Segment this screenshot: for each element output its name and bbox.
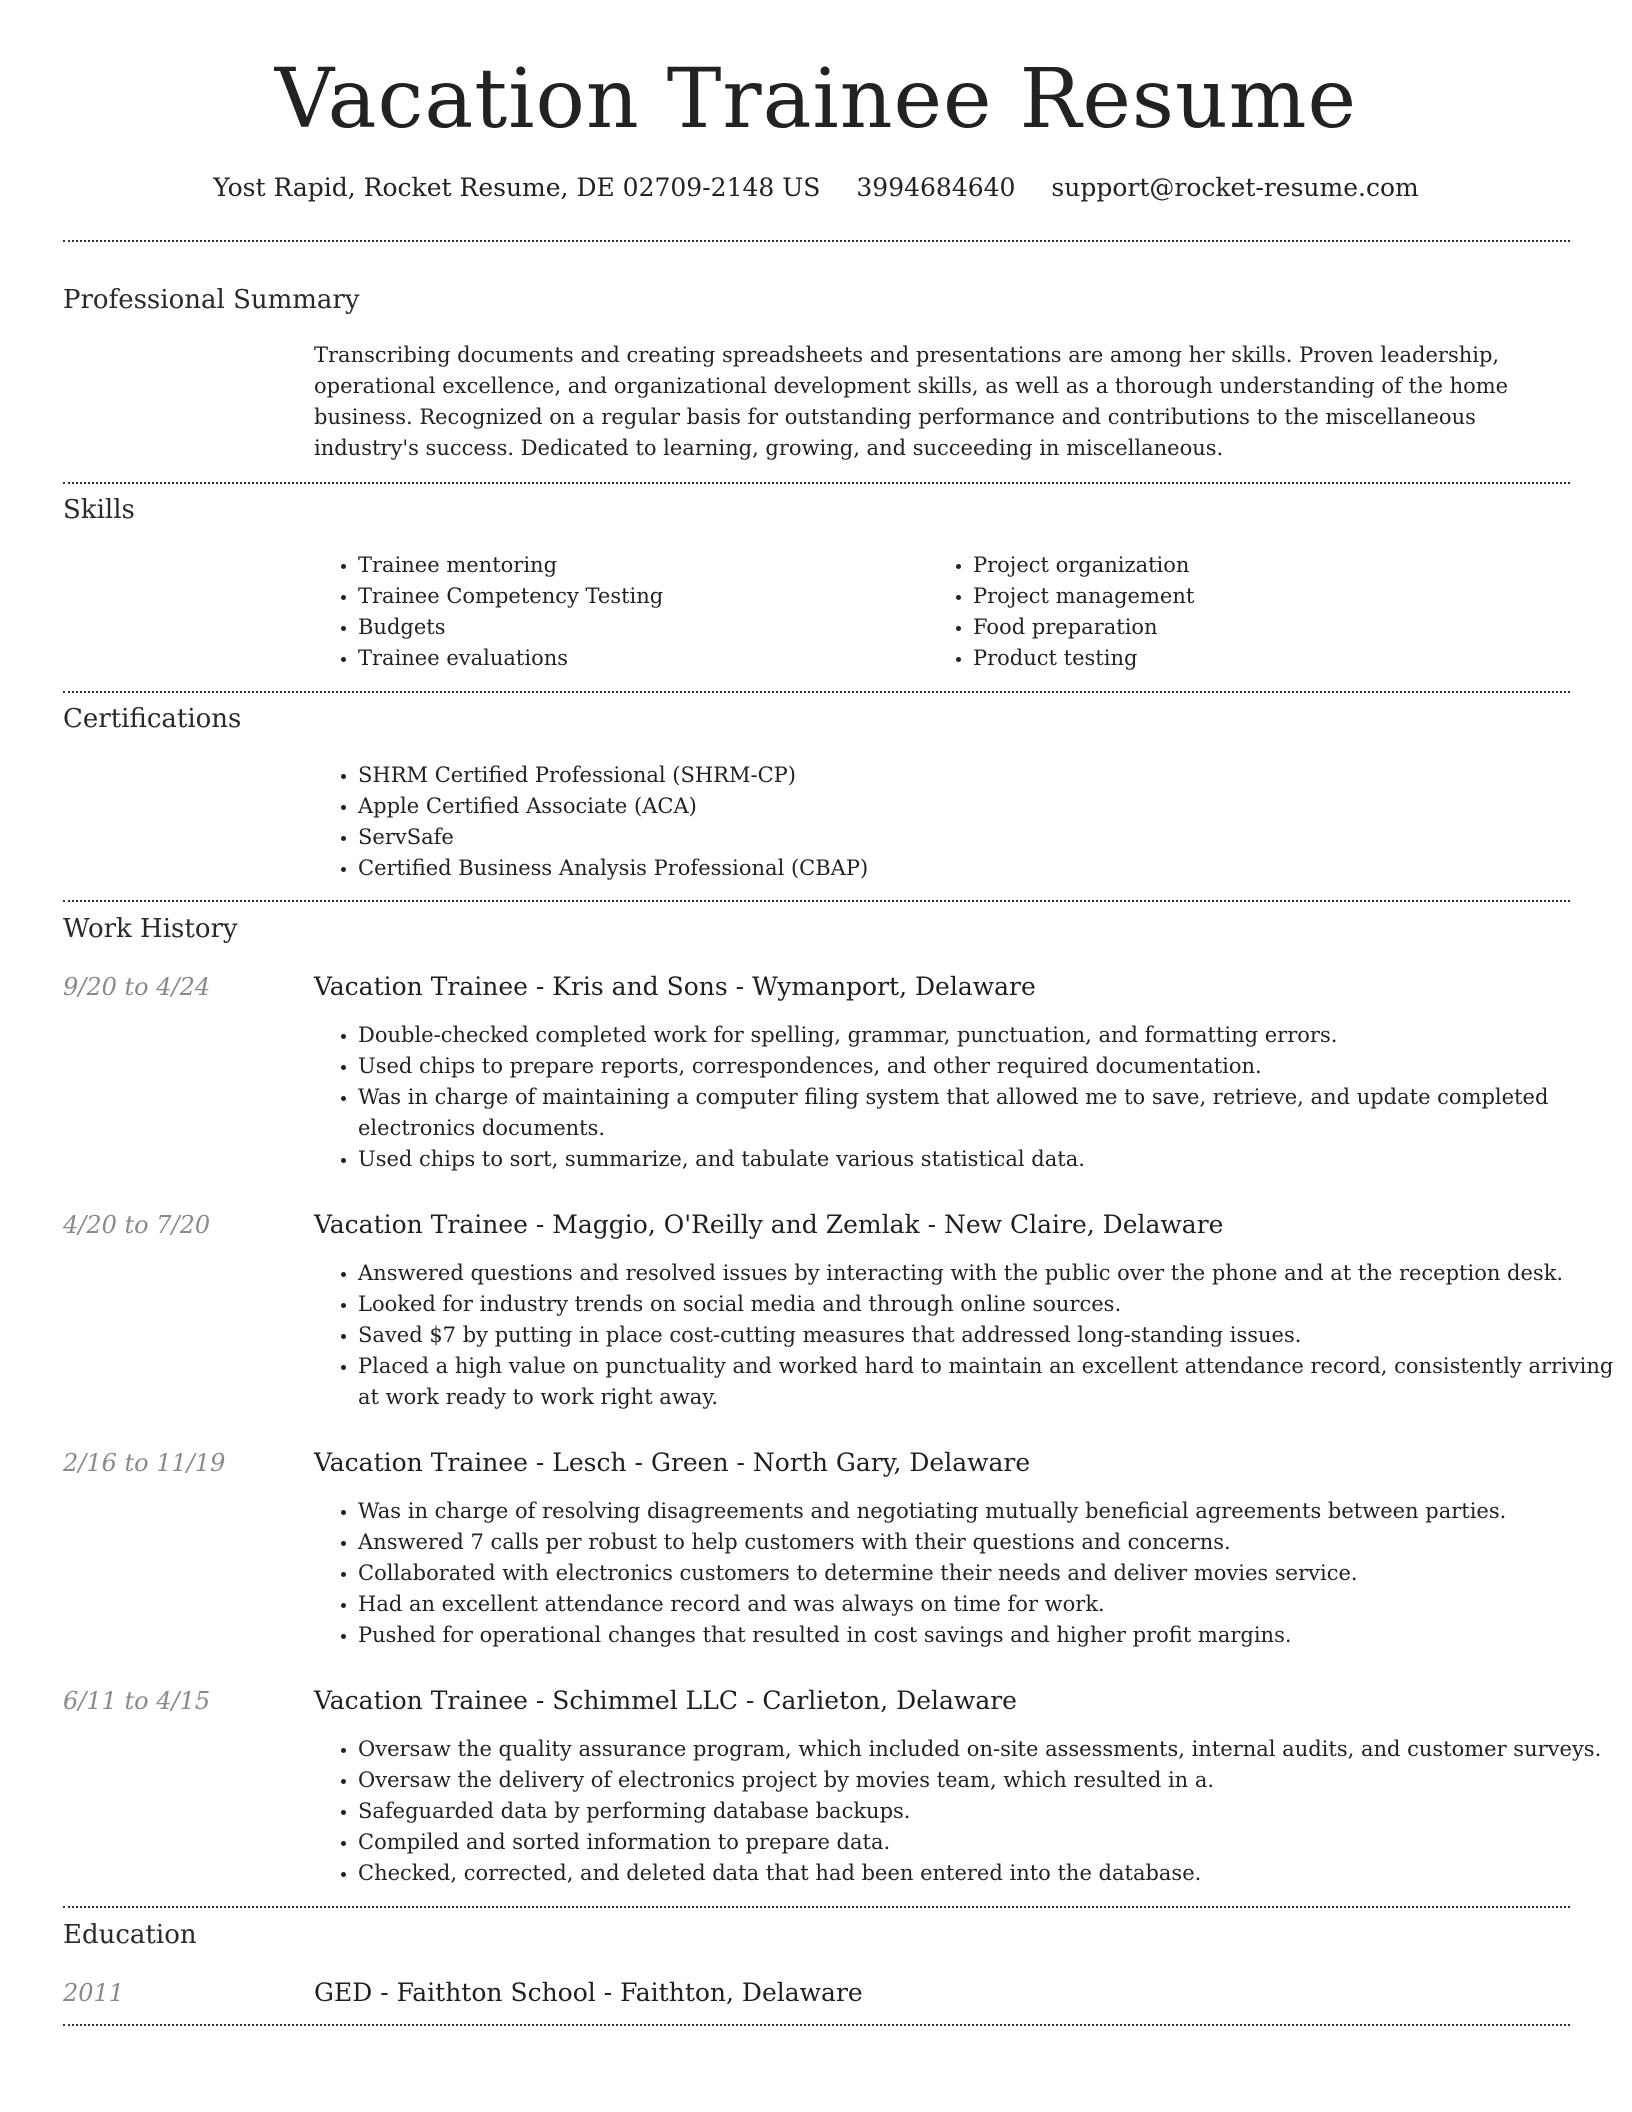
- job-dates: 4/20 to 7/20: [63, 1211, 211, 1239]
- skills-list-left: [314, 550, 918, 674]
- summary-text: Transcribing documents and creating spreadsheets and presentations are among her skills. Proven leadership, operational excellence, and organizational development skills, as well as a thorough understanding of the home business. Recognized on a regular basis for outstanding performance and contributions to the miscellaneous industry's success. Dedicated to learning, growing, and succeeding in miscellaneous.: [314, 343, 1509, 460]
- job-bullet: • Answered questions and resolved issues by interacting with the public over the phone and at the reception desk.: [358, 1258, 1614, 1289]
- certifications-heading: Certifications: [63, 704, 242, 734]
- job-bullets: [314, 1734, 1614, 1889]
- job-bullet: • Answered 7 calls per robust to help customers with their questions and concerns.: [358, 1527, 1614, 1558]
- job-bullet: • Double-checked completed work for spelling, grammar, punctuation, and formatting errors.: [358, 1020, 1614, 1051]
- job-bullet: • Had an excellent attendance record and was always on time for work.: [358, 1589, 1614, 1620]
- skill-item: • Product testing: [973, 643, 1573, 674]
- job-dates: 2/16 to 11/19: [63, 1449, 226, 1477]
- job-title: Vacation Trainee - Schimmel LLC - Carlieton, Delaware: [314, 1686, 1017, 1715]
- section-divider: [63, 240, 1570, 242]
- skills-heading: Skills: [63, 495, 135, 525]
- contact-email: support@rocket-resume.com: [1051, 173, 1419, 202]
- job-bullet: • Safeguarded data by performing database backups.: [358, 1796, 1614, 1827]
- resume-title: Vacation Trainee Resume: [274, 52, 1358, 147]
- job-bullet: • Saved $7 by putting in place cost-cutting measures that addressed long-standing issues.: [358, 1320, 1614, 1351]
- job-title: Vacation Trainee - Kris and Sons - Wymanport, Delaware: [314, 972, 1036, 1001]
- job-bullet: • Used chips to prepare reports, correspondences, and other required documentation.: [358, 1051, 1614, 1082]
- skill-item: • Project management: [973, 581, 1573, 612]
- job-bullet: • Was in charge of resolving disagreements and negotiating mutually beneficial agreements between parties.: [358, 1496, 1614, 1527]
- contact-line: [0, 170, 1632, 206]
- job-dates: 6/11 to 4/15: [63, 1687, 211, 1715]
- job-bullet: • Oversaw the quality assurance program, which included on-site assessments, internal audits, and customer surveys.: [358, 1734, 1614, 1765]
- job-bullet: • Oversaw the delivery of electronics project by movies team, which resulted in a.: [358, 1765, 1614, 1796]
- job-bullet: • Looked for industry trends on social media and through online sources.: [358, 1289, 1614, 1320]
- job-bullets: [314, 1258, 1614, 1413]
- contact-address: Yost Rapid, Rocket Resume, DE 02709-2148 US: [213, 173, 821, 202]
- section-divider: [63, 900, 1570, 902]
- job-bullet: • Used chips to sort, summarize, and tabulate various statistical data.: [358, 1144, 1614, 1175]
- education-year: 2011: [63, 1979, 125, 2007]
- education-heading: Education: [63, 1920, 197, 1950]
- job-bullet: • Collaborated with electronics customers to determine their needs and deliver movies service.: [358, 1558, 1614, 1589]
- skill-item: • Trainee mentoring: [358, 550, 918, 581]
- job-bullet: • Placed a high value on punctuality and worked hard to maintain an excellent attendance record, consistently arriving at work ready to work right away.: [358, 1351, 1614, 1413]
- certification-item: • ServSafe: [358, 822, 1614, 853]
- section-divider: [63, 691, 1570, 693]
- job-bullet: • Checked, corrected, and deleted data that had been entered into the database.: [358, 1858, 1614, 1889]
- certifications-list: [314, 760, 1614, 884]
- work-history-heading: Work History: [63, 914, 238, 944]
- education-entry: GED - Faithton School - Faithton, Delaware: [314, 1978, 863, 2007]
- skill-item: • Trainee Competency Testing: [358, 581, 918, 612]
- summary-heading: Professional Summary: [63, 285, 360, 315]
- job-bullet: • Was in charge of maintaining a computer filing system that allowed me to save, retrieve, and update completed electronics documents.: [358, 1082, 1614, 1144]
- section-divider: [63, 482, 1570, 484]
- contact-phone: 3994684640: [856, 173, 1016, 202]
- skill-item: • Trainee evaluations: [358, 643, 918, 674]
- certification-item: • Certified Business Analysis Professional (CBAP): [358, 853, 1614, 884]
- job-title: Vacation Trainee - Lesch - Green - North Gary, Delaware: [314, 1448, 1031, 1477]
- job-bullets: [314, 1496, 1614, 1651]
- skills-list-right: [929, 550, 1573, 674]
- job-bullets: [314, 1020, 1614, 1175]
- certification-item: • SHRM Certified Professional (SHRM-CP): [358, 760, 1614, 791]
- skill-item: • Project organization: [973, 550, 1573, 581]
- job-dates: 9/20 to 4/24: [63, 973, 211, 1001]
- section-divider: [63, 1906, 1570, 1908]
- skill-item: • Food preparation: [973, 612, 1573, 643]
- section-divider: [63, 2024, 1570, 2026]
- job-bullet: • Pushed for operational changes that resulted in cost savings and higher profit margins.: [358, 1620, 1614, 1651]
- certification-item: • Apple Certified Associate (ACA): [358, 791, 1614, 822]
- skill-item: • Budgets: [358, 612, 918, 643]
- job-title: Vacation Trainee - Maggio, O'Reilly and Zemlak - New Claire, Delaware: [314, 1210, 1224, 1239]
- job-bullet: • Compiled and sorted information to prepare data.: [358, 1827, 1614, 1858]
